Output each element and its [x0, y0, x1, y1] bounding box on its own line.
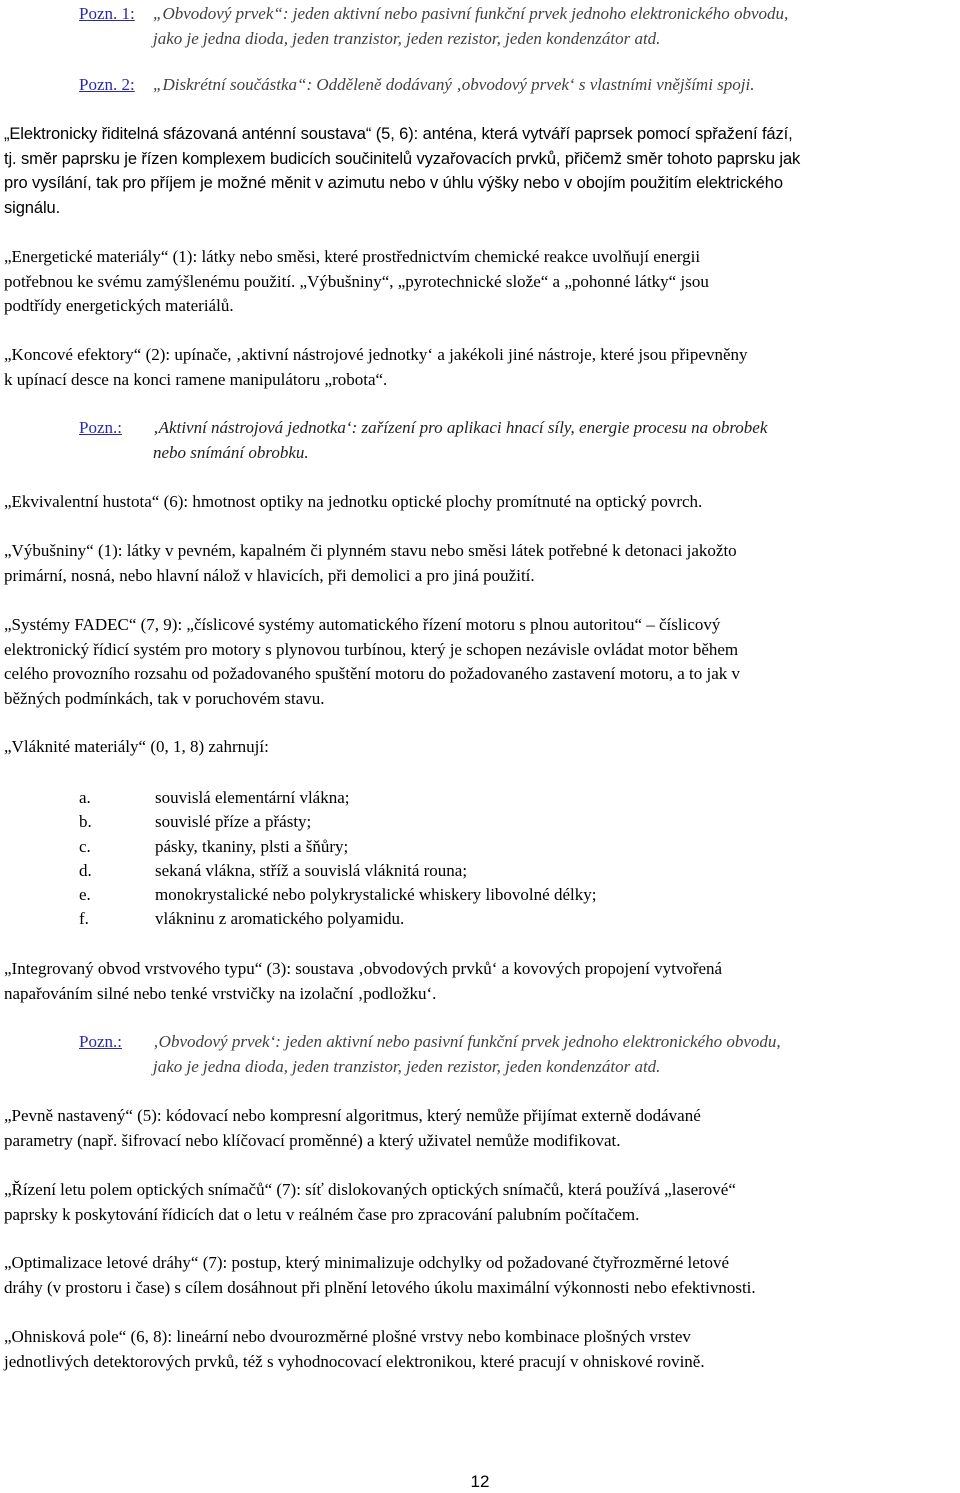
note-label: Pozn.:	[79, 418, 122, 437]
note-label: Pozn. 2:	[79, 75, 135, 94]
definition-elektronicky-riditelna-soustava: „Elektronicky řiditelná sfázovaná anténní soustava“ (5, 6): anténa, která vytváří paprsek pomocí spřažení fází, tj. směr paprsku je řízen komplexem budicích součinitelů vyzařovacích prvků, přičemž směr tohoto paprsku jak pro vysílání, tak pro příjem je možné měnit v azimutu nebo v úhlu výšky nebo v obojím použitím elektrického signálu.	[4, 125, 801, 217]
note-body: „Obvodový prvek“: jeden aktivní nebo pasivní funkční prvek jednoho elektronického obvodu, jako je jedna dioda, jeden tranzistor, jeden rezistor, jeden kondenzátor atd.	[153, 4, 789, 48]
document-page: Pozn. 1: „Obvodový prvek“: jeden aktivní nebo pasivní funkční prvek jednoho elektronického obvodu, jako je jedna dioda, jeden tranzistor, jeden rezistor, jeden kondenzátor atd. Pozn. 2: „Diskrétní součástka“: Odděleně dodávaný ‚obvodový prvek‘ s vlastními vnějšími spoji. „Elektronicky řiditelná sfázovaná anténní soustava“ (5, 6): anténa, která vytváří paprsek pomocí spřažení fází, tj. směr paprsku je řízen komplexem budicích součinitelů vyzařovacích prvků, přičemž směr tohoto paprsku jak pro vysílání, tak pro příjem je možné měnit v azimutu nebo v úhlu výšky nebo v obojím použitím elektrického signálu. „Energetické materiály“ (1): látky nebo směsi, které prostřednictvím chemické reakce uvolňují energii potřebnou ke svému zamýšlenému použití. „Výbušniny“, „pyrotechnické slože“ a „pohonné látky“ jsou podtřídy energetických materiálů. „Koncové efektory“ (2): upínače, ‚aktivní nástrojové jednotky‘ a jakékoli jiné nástroje, které jsou připevněny k upínací desce na konci ramene manipulátoru „robota“. Pozn.: ‚Aktivní nástrojová jednotka‘: zařízení pro aplikaci hnací síly, energie procesu na obrobek nebo snímání obrobku. „Ekvivalentní hustota“ (6): hmotnost optiky na jednotku optické plochy promítnuté na optický povrch. „Výbušniny“ (1): látky v pevném, kapalném či plynném stavu nebo směsi látek potřebné k detonaci jakožto primární, nosná, nebo hlavní nálož v hlavicích, při demolici a pro jiná použití. „Systémy FADEC“ (7, 9): „číslicové systémy automatického řízení motoru s plnou autoritou“ – číslicový elektronický řídicí systém pro motory s plynovou turbínou, který je schopen nezávisle ovládat motor během celého provozního rozsahu od požadovaného spuštění motoru do požadovaného zastavení motoru, a to jak v běžných podmínkách, tak v poruchovém stavu. „Vláknité materiály“ (0, 1, 8) zahrnují: a. souvislá elementární vlákna; b. souvislé příze a přásty; c. pásky, tkaniny, plsti a šňůry; d. sekaná vlákna, stříž a souvislá vláknitá rouna; e. monokrystalické nebo polykrystalické whiskery libovolné délky; f. vlákninu z aromatického polyamidu. „Integrovaný obvod vrstvového typu“ (3): soustava ‚obvodových prvků‘ a kovových propojení vytvořená napařováním silné nebo tenké vrstvičky na izolační ‚podložku‘. Pozn.: ‚Obvodový prvek‘: jeden aktivní nebo pasivní funkční prvek jednoho elektronického obvodu, jako je jedna dioda, jeden tranzistor, jeden rezistor, jeden kondenzátor atd. „Pevně nastavený“ (5): kódovací nebo kompresní algoritmus, který nemůže přijímat externě dodávané parametry (např. šifrovací nebo klíčovací proměnné) a který uživatel nemůže modifikovat. „Řízení letu polem optických snímačů“ (7): síť dislokovaných optických snímačů, která používá „laserové“ paprsky k poskytování řídicích dat o letu v reálném čase pro zpracování palubním počítačem. „Optimalizace letové dráhy“ (7): postup, který minimalizuje odchylky od požadované čtyřrozměrné letové dráhy (v prostoru i čase) s cílem dosáhnout při plnění letového úkolu maximální výkonnosti nebo efektivnosti. „Ohnisková pole“ (6, 8): lineární nebo dvourozměrné plošné vrstvy nebo kombinace plošných vrstev jednotlivých detektorových prvků, též s vyhodnocovací elektronikou, které pracují v ohniskové rovině. 12	[0, 0, 960, 1493]
note-body: „Diskrétní součástka“: Odděleně dodávaný ‚obvodový prvek‘ s vlastními vnějšími spoji.	[153, 75, 755, 94]
definition-integrovany-obvod: „Integrovaný obvod vrstvového typu“ (3): soustava ‚obvodových prvků‘ a kovových propojení vytvořená napařováním silné nebo tenké vrstvičky na izolační ‚podložku‘.	[4, 959, 723, 1003]
definition-vybusniny: „Výbušniny“ (1): látky v pevném, kapalném či plynném stavu nebo směsi látek potřebné k detonaci jakožto primární, nosná, nebo hlavní nálož v hlavicích, při demolici a pro jiná použití.	[4, 541, 737, 585]
definition-systemy-fadec: „Systémy FADEC“ (7, 9): „číslicové systémy automatického řízení motoru s plnou autoritou“ – číslicový elektronický řídicí systém pro motory s plynovou turbínou, který je schopen nezávisle ovládat motor během celého provozního rozsahu od požadovaného spuštění motoru do požadovaného zastavení motoru, a to jak v běžných podmínkách, tak v poruchovém stavu.	[4, 615, 740, 708]
definition-optimalizace-letove-drahy: „Optimalizace letové dráhy“ (7): postup, který minimalizuje odchylky od požadované čtyřrozměrné letové dráhy (v prostoru i čase) s cílem dosáhnout při plnění letového úkolu maximální výkonnosti nebo efektivnosti.	[4, 1253, 756, 1297]
definition-energeticke-materialy: „Energetické materiály“ (1): látky nebo směsi, které prostřednictvím chemické reakce uvolňují energii potřebnou ke svému zamýšlenému použití. „Výbušniny“, „pyrotechnické slože“ a „pohonné látky“ jsou podtřídy energetických materiálů.	[4, 247, 709, 315]
note-body: ‚Aktivní nástrojová jednotka‘: zařízení pro aplikaci hnací síly, energie procesu na obrobek nebo snímání obrobku.	[153, 418, 768, 462]
note-label: Pozn. 1:	[79, 4, 135, 23]
definition-ekvivalentni-hustota: „Ekvivalentní hustota“ (6): hmotnost optiky na jednotku optické plochy promítnuté na optický povrch.	[4, 492, 703, 511]
note-label: Pozn.:	[79, 1032, 122, 1051]
definition-pevne-nastaveny: „Pevně nastavený“ (5): kódovací nebo kompresní algoritmus, který nemůže přijímat externě dodávané parametry (např. šifrovací nebo klíčovací proměnné) a který uživatel nemůže modifikovat.	[4, 1106, 701, 1150]
definition-vlaknite-materialy: „Vláknité materiály“ (0, 1, 8) zahrnují:	[4, 737, 269, 756]
definition-koncove-efektory: „Koncové efektory“ (2): upínače, ‚aktivní nástrojové jednotky‘ a jakékoli jiné nástroje, které jsou připevněny k upínací desce na konci ramene manipulátoru „robota“.	[4, 345, 748, 389]
page-number: 12	[470, 1472, 490, 1491]
note-body: ‚Obvodový prvek‘: jeden aktivní nebo pasivní funkční prvek jednoho elektronického obvodu, jako je jedna dioda, jeden tranzistor, jeden rezistor, jeden kondenzátor atd.	[153, 1032, 781, 1076]
definition-ohniskova-pole: „Ohnisková pole“ (6, 8): lineární nebo dvourozměrné plošné vrstvy nebo kombinace plošných vrstev jednotlivých detektorových prvků, též s vyhodnocovací elektronikou, které pracují v ohniskové rovině.	[4, 1327, 705, 1371]
definition-rizeni-letu: „Řízení letu polem optických snímačů“ (7): síť dislokovaných optických snímačů, která používá „laserové“ paprsky k poskytování řídicích dat o letu v reálném čase pro zpracování palubním počítačem.	[4, 1180, 736, 1224]
